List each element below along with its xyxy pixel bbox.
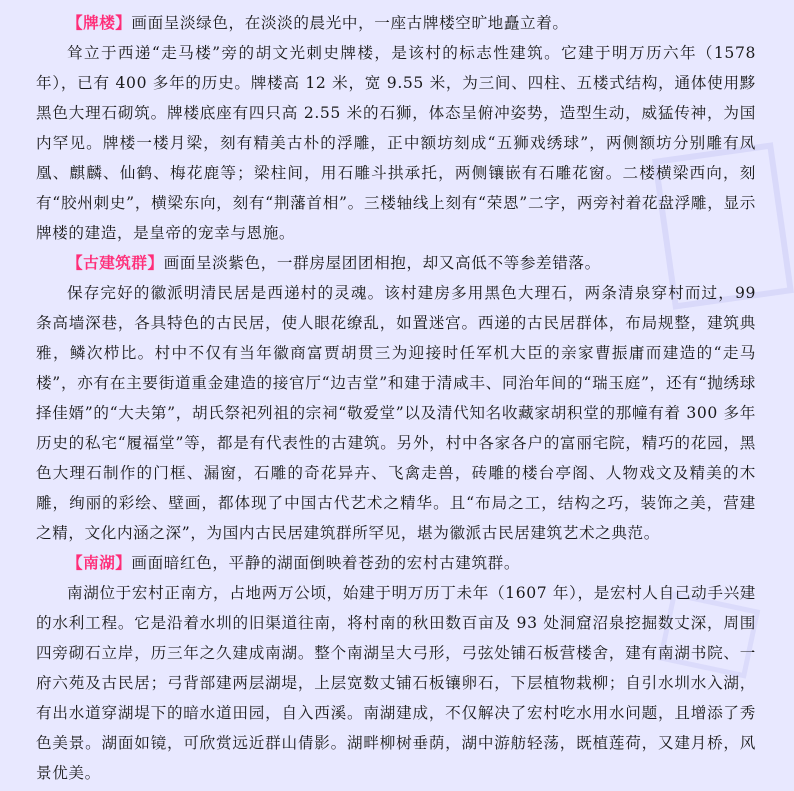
- section-body-ancient-buildings: 保存完好的徽派明清民居是西递村的灵魂。该村建房多用黑色大理石，两条清泉穿村而过，99 条高墙深巷，各具特色的古民居，使人眼花缭乱，如置迷宫。西递的古民居群体，布局规整，建筑典雅，鳞次栉比。村中不仅有当年徽商富贾胡贯三为迎接时任军机大臣的亲家曹振庸而建造的“走马楼”，亦有在主要街道重金建造的接官厅“边吉堂”和建于清咸丰、同治年间的“瑞玉庭”，还有“抛绣球择佳婿”的“大夫第”，胡氏祭祀列祖的宗祠“敬爱堂”以及清代知名收藏家胡积堂的那幢有着 300 多年历史的私宅“履福堂”等，都是有代表性的古建筑。另外，村中各家各户的富丽宅院，精巧的花园，黑色大理石制作的门框、漏窗，石雕的奇花异卉、飞禽走兽，砖雕的楼台亭阁、人物戏文及精美的木雕，绚丽的彩绘、壁画，都体现了中国古代艺术之精华。且“布局之工，结构之巧，装饰之美，营建之精，文化内涵之深”，为国内古民居建筑群所罕见，堪为徽派古民居建筑艺术之典范。: [36, 284, 756, 542]
- section-tag-paifang: 【牌楼】: [67, 13, 132, 32]
- section-intro-nanhu: [36, 548, 756, 578]
- section-tag-nanhu: 【南湖】: [67, 553, 132, 572]
- section-intro-text: 画面暗红色，平静的湖面倒映着苍劲的宏村古建筑群。: [131, 554, 521, 572]
- section-intro-paifang: [36, 8, 756, 38]
- section-tag-ancient-buildings: 【古建筑群】: [67, 253, 164, 272]
- section-body-nanhu: 南湖位于宏村正南方，占地两万公顷，始建于明万历丁未年（1607 年），是宏村人自己动手兴建的水利工程。它是沿着水圳的旧渠道往南，将村南的秋田数百亩及 93 处洞窟沼泉挖掘数丈深，周围四旁砌石立岸，历三年之久建成南湖。整个南湖呈大弓形，弓弦处铺石板营楼舍，建有南湖书院、一府六苑及古民居；弓背部建两层湖堤，上层宽数丈铺石板镶卵石，下层植物栽柳；自引水圳水入湖，有出水道穿湖堤下的暗水道田园，自入西溪。南湖建成，不仅解决了宏村吃水用水问题，且增添了秀色美景。湖面如镜，可欣赏远近群山倩影。湖畔柳树垂荫，湖中游舫轻荡，既植莲荷，又建月桥，风景优美。: [36, 584, 756, 782]
- section-body-paifang: 耸立于西递“走马楼”旁的胡文光刺史牌楼，是该村的标志性建筑。它建于明万历六年（1578 年），已有 400 多年的历史。牌楼高 12 米，宽 9.55 米，为三间、四柱、五楼式结构，通体使用黟黑色大理石砌筑。牌楼底座有四只高 2.55 米的石狮，体态呈俯冲姿势，造型生动，威猛传神，为国内罕见。牌楼一楼月梁，刻有精美古朴的浮雕，正中额坊刻成“五狮戏绣球”，两侧额坊分别雕有凤凰、麒麟、仙鹤、梅花鹿等；梁柱间，用石雕斗拱承托，两侧镶嵌有石雕花窗。二楼横梁西向，刻有“胶州刺史”，横梁东向，刻有“荆藩首相”。三楼轴线上刻有“荣恩”二字，两旁衬着花盘浮雕，显示牌楼的建造，是皇帝的宠幸与恩施。: [36, 44, 756, 242]
- section-intro-ancient-buildings: [36, 248, 756, 278]
- section-intro-text: 画面呈淡紫色，一群房屋团团相抱，却又高低不等参差错落。: [163, 254, 601, 272]
- section-intro-text: 画面呈淡绿色，在淡淡的晨光中，一座古牌楼空旷地矗立着。: [131, 14, 569, 32]
- document-body: [36, 8, 756, 788]
